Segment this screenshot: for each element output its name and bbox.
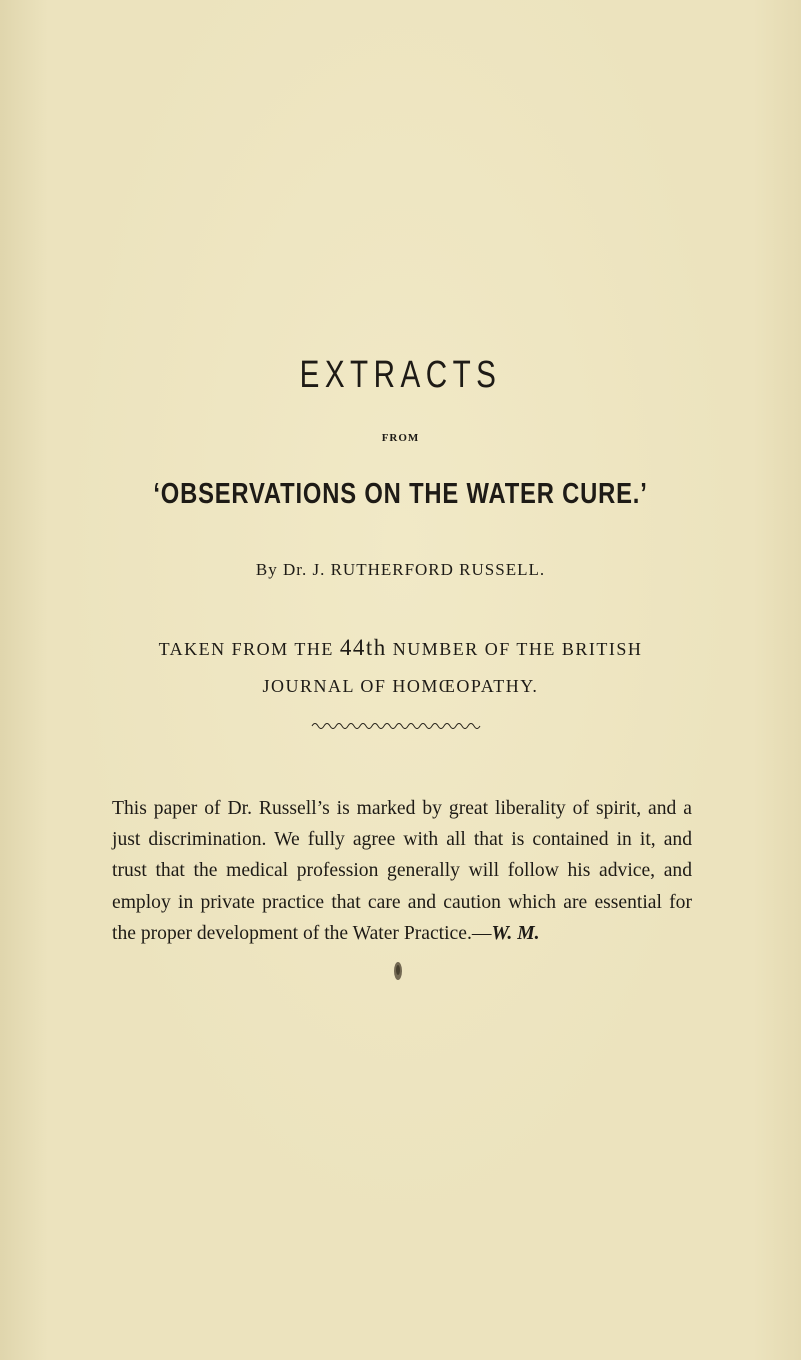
source-line-1-pre: TAKEN FROM THE	[158, 639, 340, 659]
source-number: 44th	[339, 635, 387, 660]
body-text: This paper of Dr. Russell’s is marked by great liberality of spirit, and a just discrimination. We fully agree with all that is contained in it, and trust that the medical profession generally will follow his advice, and employ in private practice that care and caution which are essential for the proper development of the Water Practice.—	[112, 798, 692, 944]
source-line-2: JOURNAL OF HOMŒOPATHY.	[262, 676, 539, 696]
source-line-1	[0, 629, 801, 668]
ink-blot-mark-icon	[392, 960, 404, 982]
wavy-rule-ornament-icon	[310, 720, 482, 730]
source-note	[0, 629, 801, 705]
body-paragraph	[112, 793, 692, 949]
author-line: By Dr. J. RUTHERFORD RUSSELL.	[255, 560, 546, 579]
from-label: FROM	[381, 432, 420, 444]
source-line-1-post: NUMBER OF THE BRITISH	[386, 639, 643, 659]
work-title: ‘OBSERVATIONS ON THE WATER CURE.’	[153, 478, 648, 510]
document-title: EXTRACTS	[299, 354, 502, 396]
signature: W. M.	[491, 922, 540, 944]
